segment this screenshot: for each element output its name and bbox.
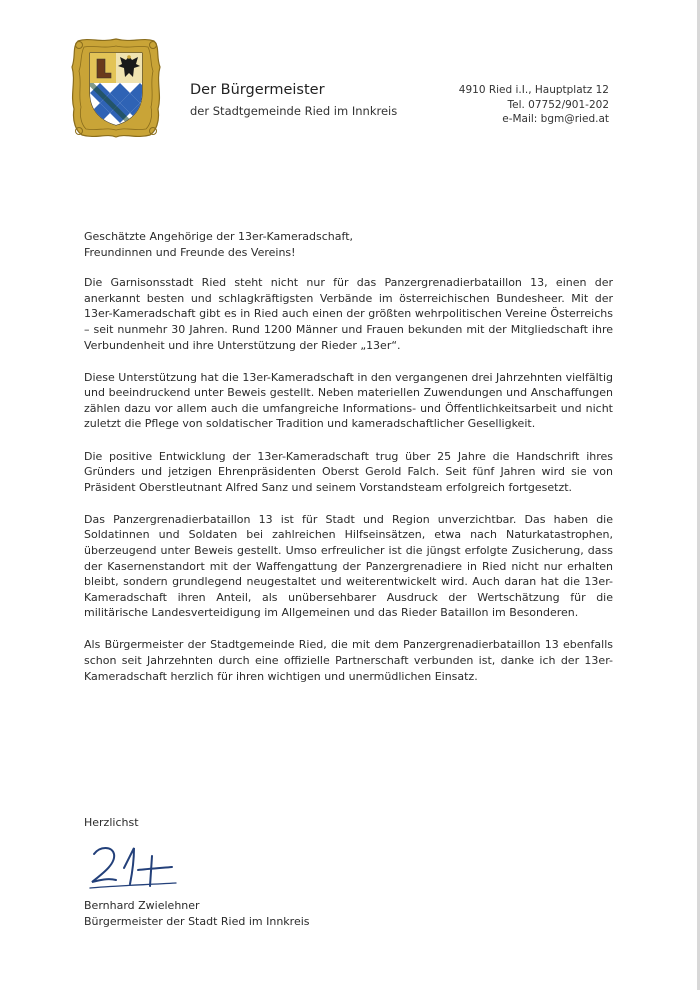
paragraph-2: Diese Unterstützung hat die 13er-Kameradschaft in den vergangenen drei Jahrzehnten vielfältig und beeindruckend unter Beweis gestellt. Neben materiellen Zuwendungen und Anschaffungen zählen dazu vor allem auch die umfangreiche Informations- und Öffentlichkeitsarbeit und nicht zuletzt die Pflege von soldatischer Tradition und kameradschaftlicher Geselligkeit.: [84, 370, 613, 431]
letterhead-title: Der Bürgermeister: [190, 82, 325, 98]
letterhead-contact: [459, 83, 609, 127]
contact-email: e-Mail: bgm@ried.at: [502, 113, 609, 125]
letter-body: [84, 229, 613, 701]
salutation: [84, 229, 613, 260]
salutation-line-1: Geschätzte Angehörige der 13er-Kameradschaft,: [84, 230, 354, 243]
signer-block: [84, 898, 310, 930]
signer-name: Bernhard Zwielehner: [84, 899, 200, 912]
closing: Herzlichst: [84, 816, 139, 829]
contact-phone: Tel. 07752/901-202: [507, 98, 609, 111]
signer-title: Bürgermeister der Stadt Ried im Innkreis: [84, 915, 310, 928]
paragraph-3: Die positive Entwicklung der 13er-Kameradschaft trug über 25 Jahre die Handschrift ihres Gründers und jetzigen Ehrenpräsidenten Oberst Gerold Falch. Seit fünf Jahren wird sie von Präsident Oberstleutnant Alfred Sanz und seinem Vorstandsteam erfolgreich fortgesetzt.: [84, 449, 613, 494]
letterhead-subtitle: der Stadtgemeinde Ried im Innkreis: [190, 104, 398, 118]
signature-icon: [80, 838, 190, 898]
paragraph-5: Als Bürgermeister der Stadtgemeinde Ried, die mit dem Panzergrenadierbataillon 13 ebenfalls schon seit Jahrzehnten durch eine offizielle Partnerschaft verbunden ist, danke ich der 13er-Kameradschaft herzlich für ihren wichtigen und unermüdlichen Einsatz.: [84, 638, 613, 683]
letterhead-sender: [190, 81, 397, 119]
contact-address: 4910 Ried i.I., Hauptplatz 12: [458, 84, 609, 96]
coat-of-arms-icon: [70, 37, 162, 139]
paragraph-1: Die Garnisonsstadt Ried steht nicht nur für das Panzergrenadierbataillon 13, einen der anerkannt besten und schlagkräftigsten Verbände im österreichischen Bundesheer. Mit der 13er-Kameradschaft gibt es in Ried auch einen der größten wehrpolitischen Vereine Österreichs – seit nunmehr 30 Jahren. Rund 1200 Männer und Frauen bekunden mit der Mitgliedschaft ihre Verbundenheit und ihre Unterstützung der Rieder „13er“.: [84, 276, 613, 352]
paragraph-4: Das Panzergrenadierbataillon 13 ist für Stadt und Region unverzichtbar. Das haben die Soldatinnen und Soldaten bei zahlreichen Hilfseinsätzen, etwa nach Naturkatastrophen, überzeugend unter Beweis gestellt. Umso erfreulicher ist die jüngst erfolgte Zusicherung, dass der Kasernenstandort mit der Waffengattung der Panzergrenadiere in Ried nicht nur erhalten bleibt, sondern grundlegend neugestaltet und weiterentwickelt wird. Auch daran hat die 13er-Kameradschaft ihren Anteil, als unübersehbarer Ausdruck der Wertschätzung für die militärische Landesverteidigung im Allgemeinen und das Rieder Bataillon im Besonderen.: [84, 512, 613, 620]
salutation-line-2: Freundinnen und Freunde des Vereins!: [84, 245, 296, 259]
